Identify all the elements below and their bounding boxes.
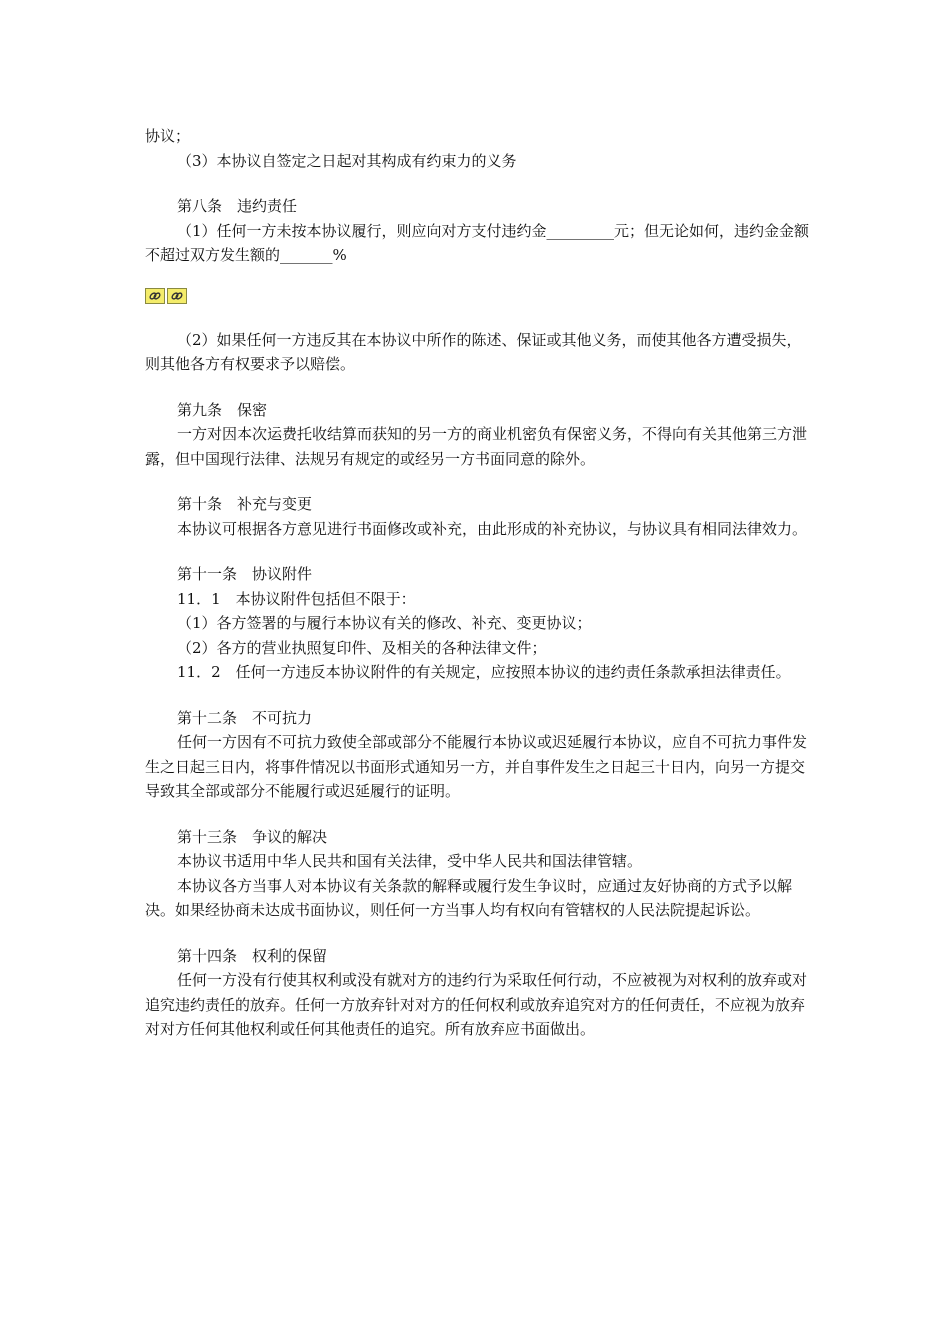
article-8-title: 第八条 违约责任 [177,197,298,215]
article-8-item-1 [145,219,813,268]
article-9-body: 一方对因本次运费托收结算而获知的另一方的商业机密负有保密义务，不得向有关其他第三方泄露，但中国现行法律、法规另有规定的或经另一方书面同意的除外。 [145,425,808,468]
article-12-title: 第十二条 不可抗力 [177,708,313,727]
article-11-title: 第十一条 协议附件 [177,565,313,583]
article-13-body-1: 本协议书适用中华人民共和国有关法律，受中华人民共和国法律管辖。 [177,852,643,870]
article-9-title: 第九条 保密 [177,400,268,419]
article-12-body: 任何一方因有不可抗力致使全部或部分不能履行本协议或迟延履行本协议，应自不可抗力事件发生之日起三日内，将事件情况以书面形式通知另一方，并自事件发生之日起三十日内，向另一方提交导致其全部或部分不能履行或迟延履行的证明。 [145,733,808,800]
article-14-body: 任何一方没有行使其权利或没有就对方的违约行为采取任何行动，不应被视为对权利的放弃或对追究违约责任的放弃。任何一方放弃针对对方的任何权利或放弃追究对方的任何责任，不应视为放弃对对方任何其他权利或任何其他责任的追究。所有放弃应书面做出。 [145,971,808,1038]
clause-7-item-3: （3）本协议自签定之日起对其构成有约束力的义务 [177,151,517,170]
article-10-body: 本协议可根据各方意见进行书面修改或补充，由此形成的补充协议，与协议具有相同法律效力。 [177,519,808,538]
article-11-clause-2: 11．2 任何一方违反本协议附件的有关规定，应按照本协议的违约责任条款承担法律责任。 [177,663,791,681]
article-8-item-1-text-b: 元；但无论如何，违约金金额不超过双方发生额的 [145,221,810,264]
article-8-item-1-text-c: % [332,246,347,264]
link-icon[interactable] [145,288,165,304]
document-page [145,124,813,1042]
penalty-percent-blank: _______ [280,246,333,264]
link-icon-row [145,284,813,308]
article-14-title: 第十四条 权利的保留 [177,946,328,965]
article-8-item-1-text-a: （1）任何一方未按本协议履行，则应向对方支付违约金 [177,221,547,240]
article-11-clause-1: 11．1 本协议附件包括但不限于： [177,589,416,608]
link-icon[interactable] [167,288,187,304]
article-13-body-2: 本协议各方当事人对本协议有关条款的解释或履行发生争议时，应通过友好协商的方式予以解决。如果经协商未达成书面协议，则任何一方当事人均有权向有管辖权的人民法院提起诉讼。 [145,876,793,919]
penalty-amount-blank: _________ [546,221,615,240]
article-8-item-2: （2）如果任何一方违反其在本协议中所作的陈述、保证或其他义务，而使其他各方遭受损失，则其他各方有权要求予以赔偿。 [145,330,802,373]
paragraph-fragment: 协议； [145,127,191,145]
article-11-clause-1-item-1: （1）各方签署的与履行本协议有关的修改、补充、变更协议； [177,614,592,632]
article-11-clause-1-item-2: （2）各方的营业执照复印件、及相关的各种法律文件； [177,638,547,657]
article-10-title: 第十条 补充与变更 [177,495,313,513]
article-13-title: 第十三条 争议的解决 [177,827,328,846]
